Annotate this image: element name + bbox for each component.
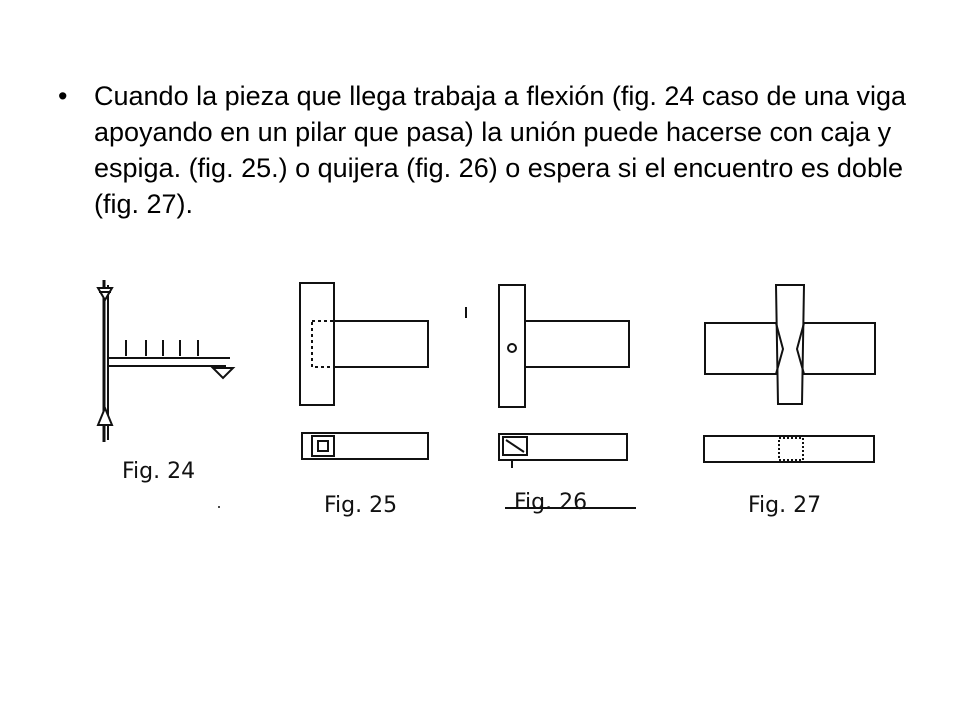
fig-24-caption: Fig. 24 — [122, 459, 196, 484]
bullet-marker: • — [58, 81, 68, 111]
stray-dot — [218, 506, 220, 508]
fig-24-drawing — [98, 280, 233, 442]
fig-27-drawing — [704, 285, 875, 462]
paragraph-text: Cuando la pieza que llega trabaja a flexión (fig. 24 caso de una viga apoyando en un pilar que pasa) la unión puede hacerse con caja y espiga. (fig. 25.) o quijera (fig. 26) o espera si el encuentro es doble (fig. 27). — [94, 81, 907, 219]
fig-25-drawing — [300, 283, 428, 459]
fig-26-caption: Fig. 26 — [514, 490, 588, 515]
fig-27-caption: Fig. 27 — [748, 493, 822, 518]
fig-26-drawing — [466, 285, 636, 508]
fig-25-caption: Fig. 25 — [324, 493, 398, 518]
